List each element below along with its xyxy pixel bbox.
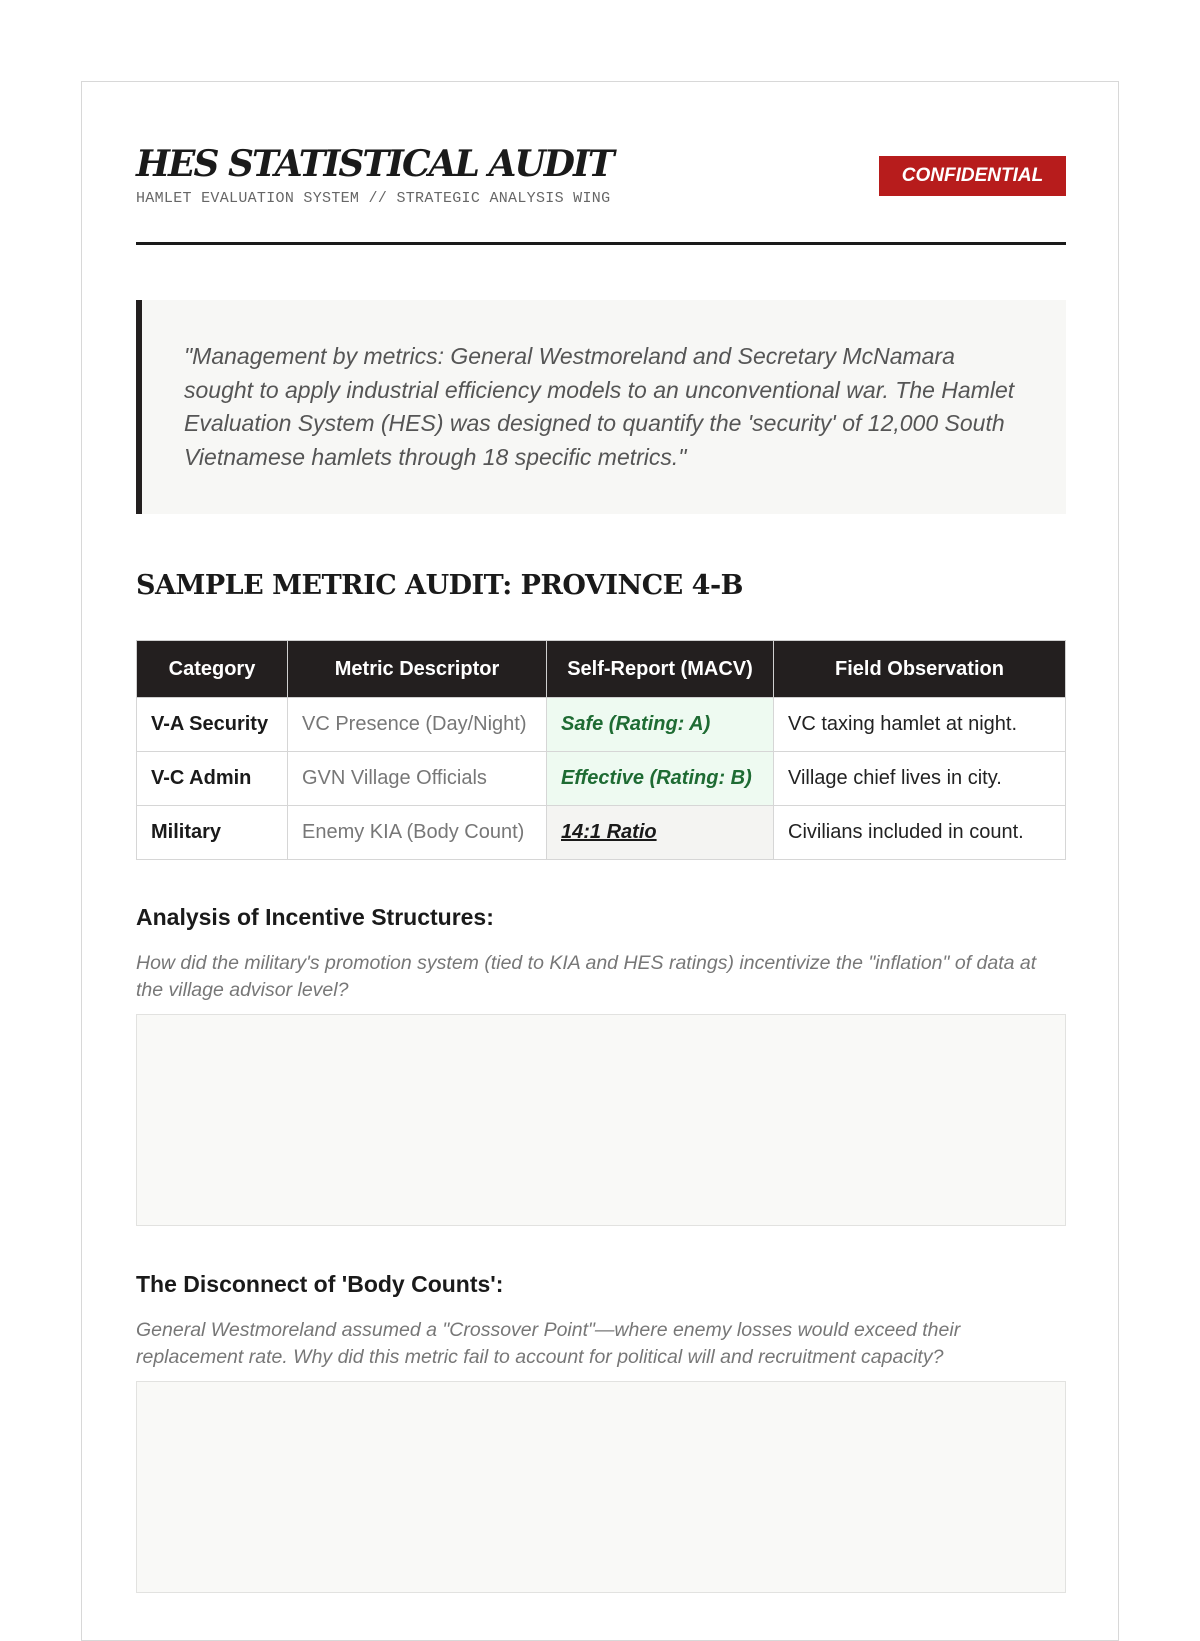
table-row	[137, 698, 1066, 752]
cell-self-report: Safe (Rating: A)	[547, 698, 774, 752]
cell-category: V-C Admin	[137, 752, 288, 806]
column-header-observation: Field Observation	[774, 641, 1066, 698]
question-2-title: The Disconnect of 'Body Counts':	[136, 1271, 504, 1297]
cell-category: Military	[137, 806, 288, 860]
cell-observation: Village chief lives in city.	[774, 752, 1066, 806]
page-title: HES STATISTICAL AUDIT	[136, 143, 613, 185]
confidential-badge: CONFIDENTIAL	[879, 156, 1066, 196]
intro-quote: "Management by metrics: General Westmoreland and Secretary McNamara sought to apply industrial efficiency models to an unconventional war. The Hamlet Evaluation System (HES) was designed to quantify the 'security' of 12,000 South Vietnamese hamlets through 18 specific metrics."	[136, 300, 1066, 514]
table-row	[137, 806, 1066, 860]
cell-observation: Civilians included in count.	[774, 806, 1066, 860]
page-header	[136, 142, 1066, 245]
question-2-prompt: General Westmoreland assumed a "Crossover Point"—where enemy losses would exceed their replacement rate. Why did this metric fail to account for political will and recruitment capacity?	[136, 1319, 961, 1368]
column-header-descriptor: Metric Descriptor	[288, 641, 547, 698]
cell-descriptor: GVN Village Officials	[288, 752, 547, 806]
cell-descriptor: VC Presence (Day/Night)	[288, 698, 547, 752]
column-header-category: Category	[137, 641, 288, 698]
page-subtitle: HAMLET EVALUATION SYSTEM // STRATEGIC ANALYSIS WING	[136, 190, 611, 207]
question-1-answer-field[interactable]	[136, 1014, 1066, 1226]
question-1-prompt: How did the military's promotion system (tied to KIA and HES ratings) incentivize the "inflation" of data at the village advisor level?	[136, 952, 1037, 1001]
audit-section-title: SAMPLE METRIC AUDIT: PROVINCE 4-B	[136, 570, 743, 601]
question-1-title: Analysis of Incentive Structures:	[136, 904, 494, 930]
metric-audit-table	[136, 640, 1066, 860]
table-row	[137, 752, 1066, 806]
column-header-self-report: Self-Report (MACV)	[547, 641, 774, 698]
cell-self-report: Effective (Rating: B)	[547, 752, 774, 806]
cell-descriptor: Enemy KIA (Body Count)	[288, 806, 547, 860]
cell-self-report: 14:1 Ratio	[547, 806, 774, 860]
question-2-answer-field[interactable]	[136, 1381, 1066, 1593]
table-header-row	[137, 641, 1066, 698]
cell-category: V-A Security	[137, 698, 288, 752]
cell-observation: VC taxing hamlet at night.	[774, 698, 1066, 752]
document-page	[81, 81, 1119, 1641]
